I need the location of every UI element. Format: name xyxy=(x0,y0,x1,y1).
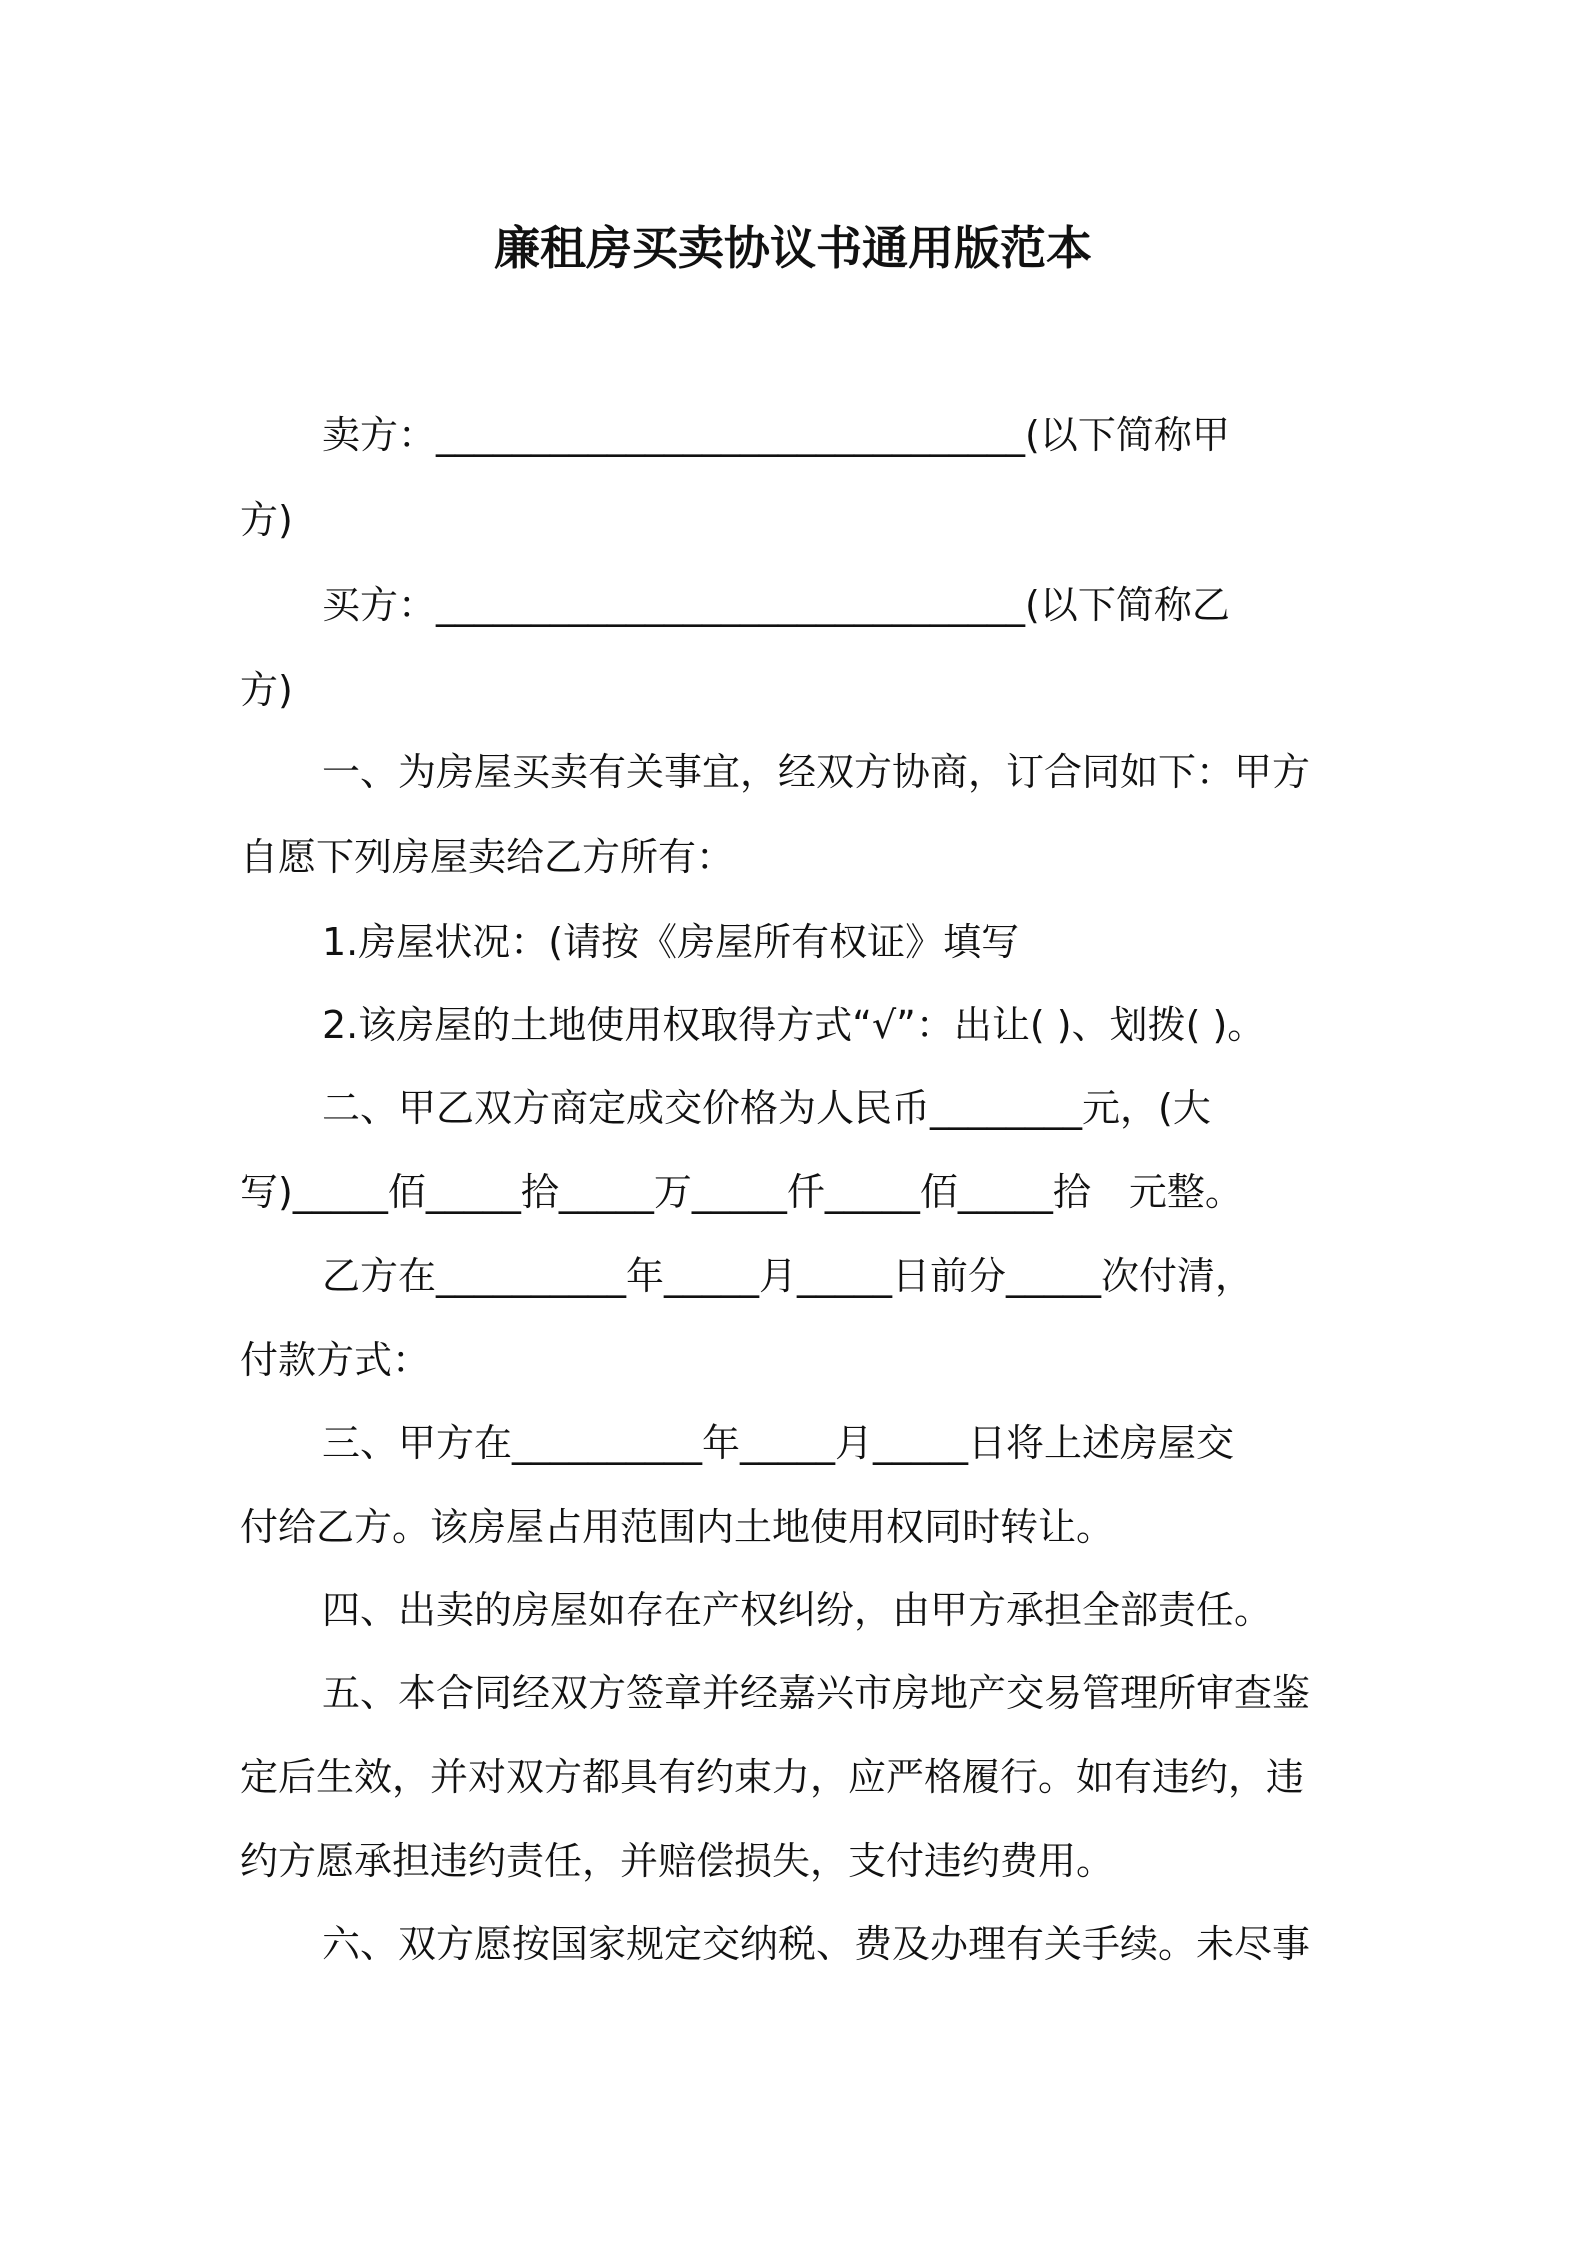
seller-line: 卖方：_______________________________(以下简称甲 xyxy=(322,413,1230,457)
payment-line-2: 付款方式： xyxy=(240,1338,431,1382)
clause-3-line-1: 三、甲方在__________年_____月_____日将上述房屋交 xyxy=(322,1421,1235,1465)
seller-line-cont: 方) xyxy=(240,498,293,542)
item-2-line: 2.该房屋的土地使用权取得方式“√”：出让( )、划拨( )。 xyxy=(322,1003,1266,1047)
clause-5-line-1: 五、本合同经双方签章并经嘉兴市房地产交易管理所审查鉴 xyxy=(322,1671,1311,1715)
clause-6-line-1: 六、双方愿按国家规定交纳税、费及办理有关手续。未尽事 xyxy=(322,1922,1311,1966)
buyer-line: 买方：_______________________________(以下简称乙 xyxy=(322,583,1230,627)
clause-1-line-1: 一、为房屋买卖有关事宜，经双方协商，订合同如下：甲方 xyxy=(322,750,1311,794)
item-1-line: 1.房屋状况：(请按《房屋所有权证》填写 xyxy=(322,920,1020,964)
document-title: 廉租房买卖协议书通用版范本 xyxy=(494,221,1092,275)
clause-3-line-2: 付给乙方。该房屋占用范围内土地使用权同时转让。 xyxy=(240,1505,1115,1549)
buyer-line-cont: 方) xyxy=(240,668,293,712)
clause-5-line-3: 约方愿承担违约责任，并赔偿损失，支付违约费用。 xyxy=(240,1839,1115,1883)
clause-2-line-1: 二、甲乙双方商定成交价格为人民币________元，(大 xyxy=(322,1086,1211,1130)
clause-2-line-2: 写)_____佰_____拾_____万_____仟_____佰_____拾 元整。 xyxy=(240,1170,1243,1214)
clause-1-line-2: 自愿下列房屋卖给乙方所有： xyxy=(240,835,735,879)
clause-4-line: 四、出卖的房屋如存在产权纠纷，由甲方承担全部责任。 xyxy=(322,1588,1273,1632)
payment-line-1: 乙方在__________年_____月_____日前分_____次付清， xyxy=(322,1254,1254,1298)
clause-5-line-2: 定后生效，并对双方都具有约束力，应严格履行。如有违约，违 xyxy=(240,1755,1305,1799)
